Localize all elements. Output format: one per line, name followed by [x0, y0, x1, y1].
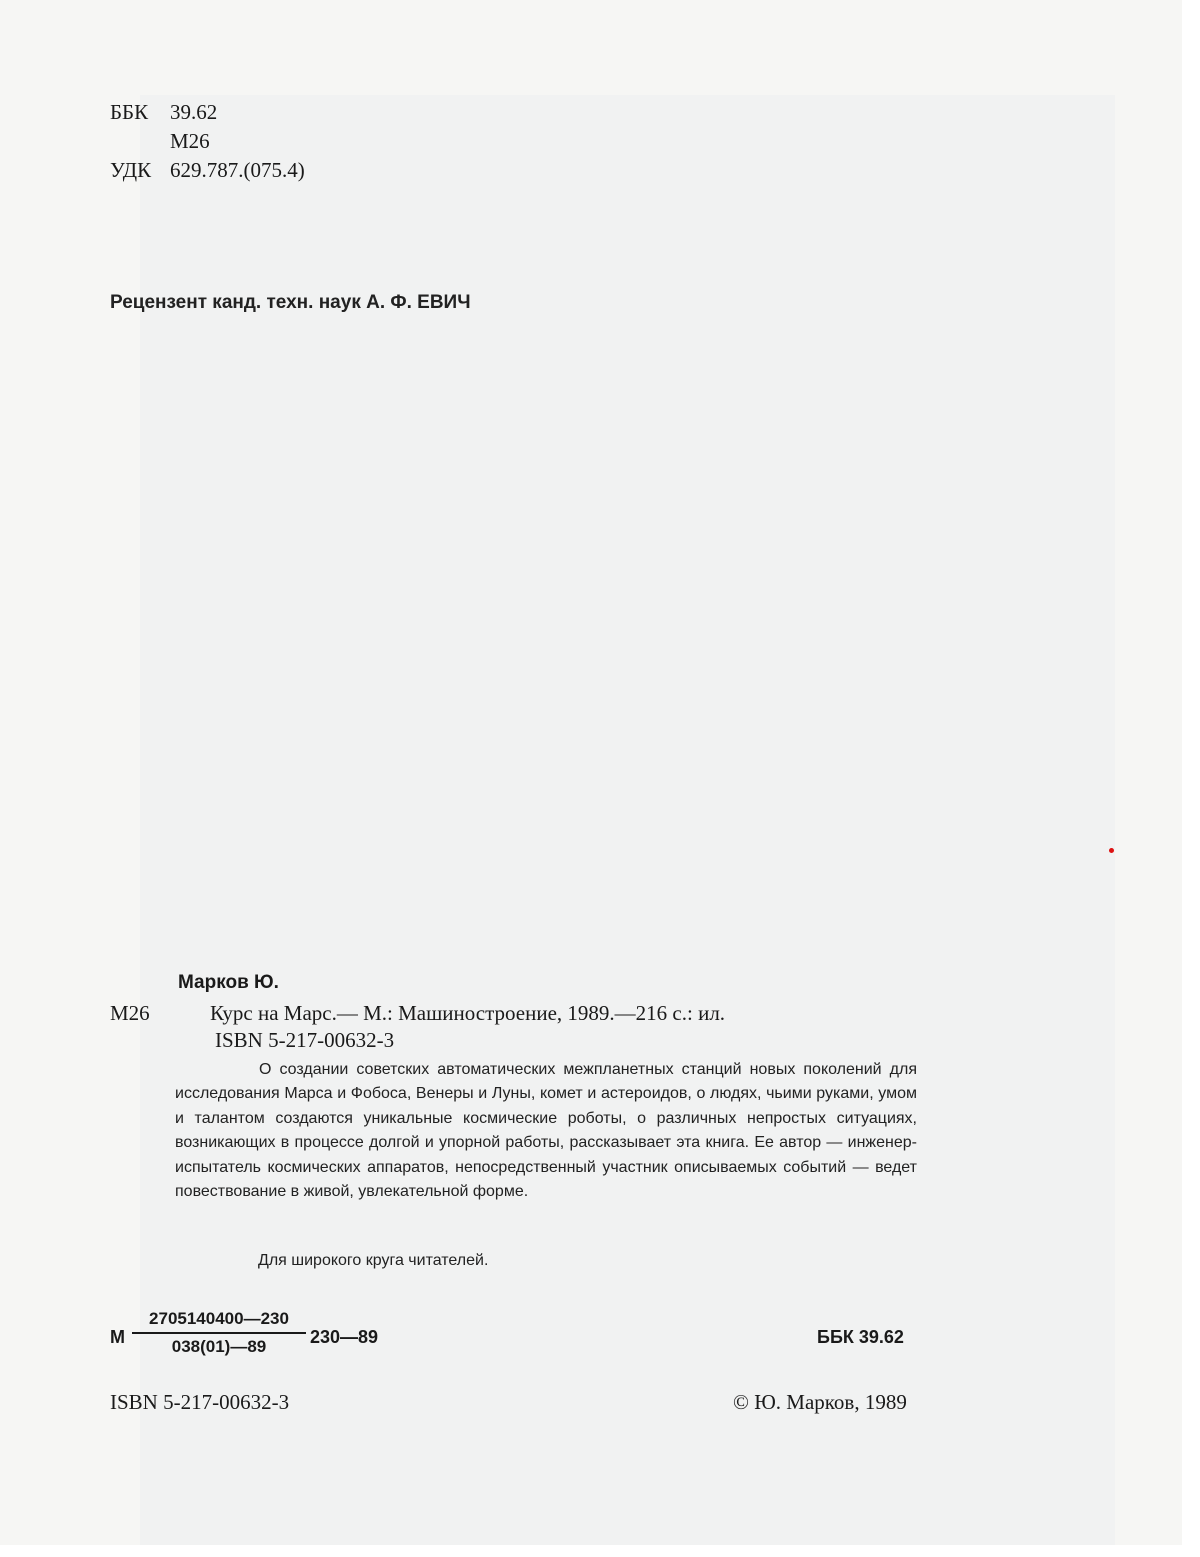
udk-label: УДК — [110, 158, 152, 182]
catalog-code: М26 — [110, 1001, 150, 1025]
footer-isbn: ISBN 5-217-00632-3 — [110, 1390, 290, 1414]
classification-block — [110, 98, 305, 185]
publishing-code-tail: 230—89 — [310, 1327, 379, 1347]
catalog-author: Марков Ю. — [178, 972, 279, 993]
udk-value: 629.787.(075.4) — [170, 158, 305, 182]
scan-edge-right — [1182, 0, 1200, 1557]
catalog-isbn: ISBN 5-217-00632-3 — [215, 1028, 395, 1052]
red-ink-dot — [1109, 848, 1114, 853]
scan-edge-bottom — [0, 1545, 1200, 1557]
bbk-label: ББК — [110, 100, 149, 124]
bbk-value: 39.62 — [170, 100, 218, 124]
annotation-text: О создании советских автоматических межпланетных станций новых поколений для исследования Марса и Фобоса, Венеры и Луны, комет и астероидов, о людях, чьими руками, умом и талантом создаются уникальные космические роботы, о различных непростых ситуациях, возникающих в процессе долгой и упорной работы, рассказывает эта книга. Ее автор — инженер-испытатель космических аппаратов, непосредственный участник описываемых событий — ведет повествование в живой, увлекательной форме. — [175, 1061, 917, 1201]
audience-note: Для широкого круга читателей. — [258, 1252, 489, 1269]
publishing-code-fraction — [132, 1309, 306, 1357]
publishing-code-letter: М — [110, 1327, 125, 1347]
annotation-block — [175, 1058, 917, 1204]
copyright-notice: © Ю. Марков, 1989 — [733, 1390, 907, 1414]
publishing-code-numerator: 2705140400—230 — [132, 1309, 306, 1334]
publishing-code-denominator: 038(01)—89 — [171, 1337, 267, 1356]
reviewer-line: Рецензент канд. техн. наук А. Ф. ЕВИЧ — [110, 292, 471, 313]
bbk-bottom: ББК 39.62 — [817, 1327, 904, 1347]
author-mark: М26 — [170, 129, 210, 153]
catalog-title-line: Курс на Марс.— М.: Машиностроение, 1989.—216 с.: ил. — [210, 1001, 726, 1025]
